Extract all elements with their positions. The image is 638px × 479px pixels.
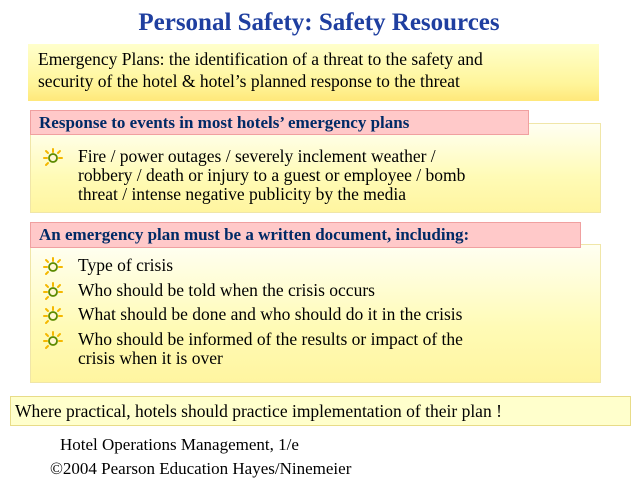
- sun-bullet-icon: [40, 305, 68, 327]
- list-item-line: robbery / death or injury to a guest or employee / bomb: [78, 165, 466, 185]
- list-item-line: Who should be informed of the results or impact of the: [78, 329, 463, 349]
- credit-line-2: ©2004 Pearson Education Hayes/Ninemeier: [50, 459, 352, 478]
- sun-bullet-icon: [40, 281, 68, 303]
- plan-header: An emergency plan must be a written document, including:: [30, 222, 581, 248]
- slide-title: Personal Safety: Safety Resources: [138, 9, 500, 36]
- sun-bullet-icon: [40, 330, 68, 352]
- events-header: Response to events in most hotels’ emergency plans: [30, 110, 529, 135]
- list-item-line: crisis when it is over: [78, 348, 223, 368]
- definition-line-2: security of the hotel & hotel’s planned response to the threat: [38, 71, 460, 91]
- list-item-line: Fire / power outages / severely inclement weather /: [78, 146, 436, 166]
- definition-box: [28, 44, 599, 101]
- practice-note: Where practical, hotels should practice implementation of their plan !: [10, 396, 631, 426]
- credit-line-1: Hotel Operations Management, 1/e: [60, 435, 299, 454]
- definition-line-1: Emergency Plans: the identification of a threat to the safety and: [38, 49, 483, 69]
- list-item-line: Type of crisis: [78, 255, 174, 275]
- sun-bullet-icon: [40, 256, 68, 278]
- list-item-line: What should be done and who should do it in the crisis: [78, 304, 463, 324]
- list-item-line: threat / intense negative publicity by the media: [78, 184, 407, 204]
- list-item-line: Who should be told when the crisis occurs: [78, 280, 375, 300]
- sun-bullet-icon: [40, 147, 68, 169]
